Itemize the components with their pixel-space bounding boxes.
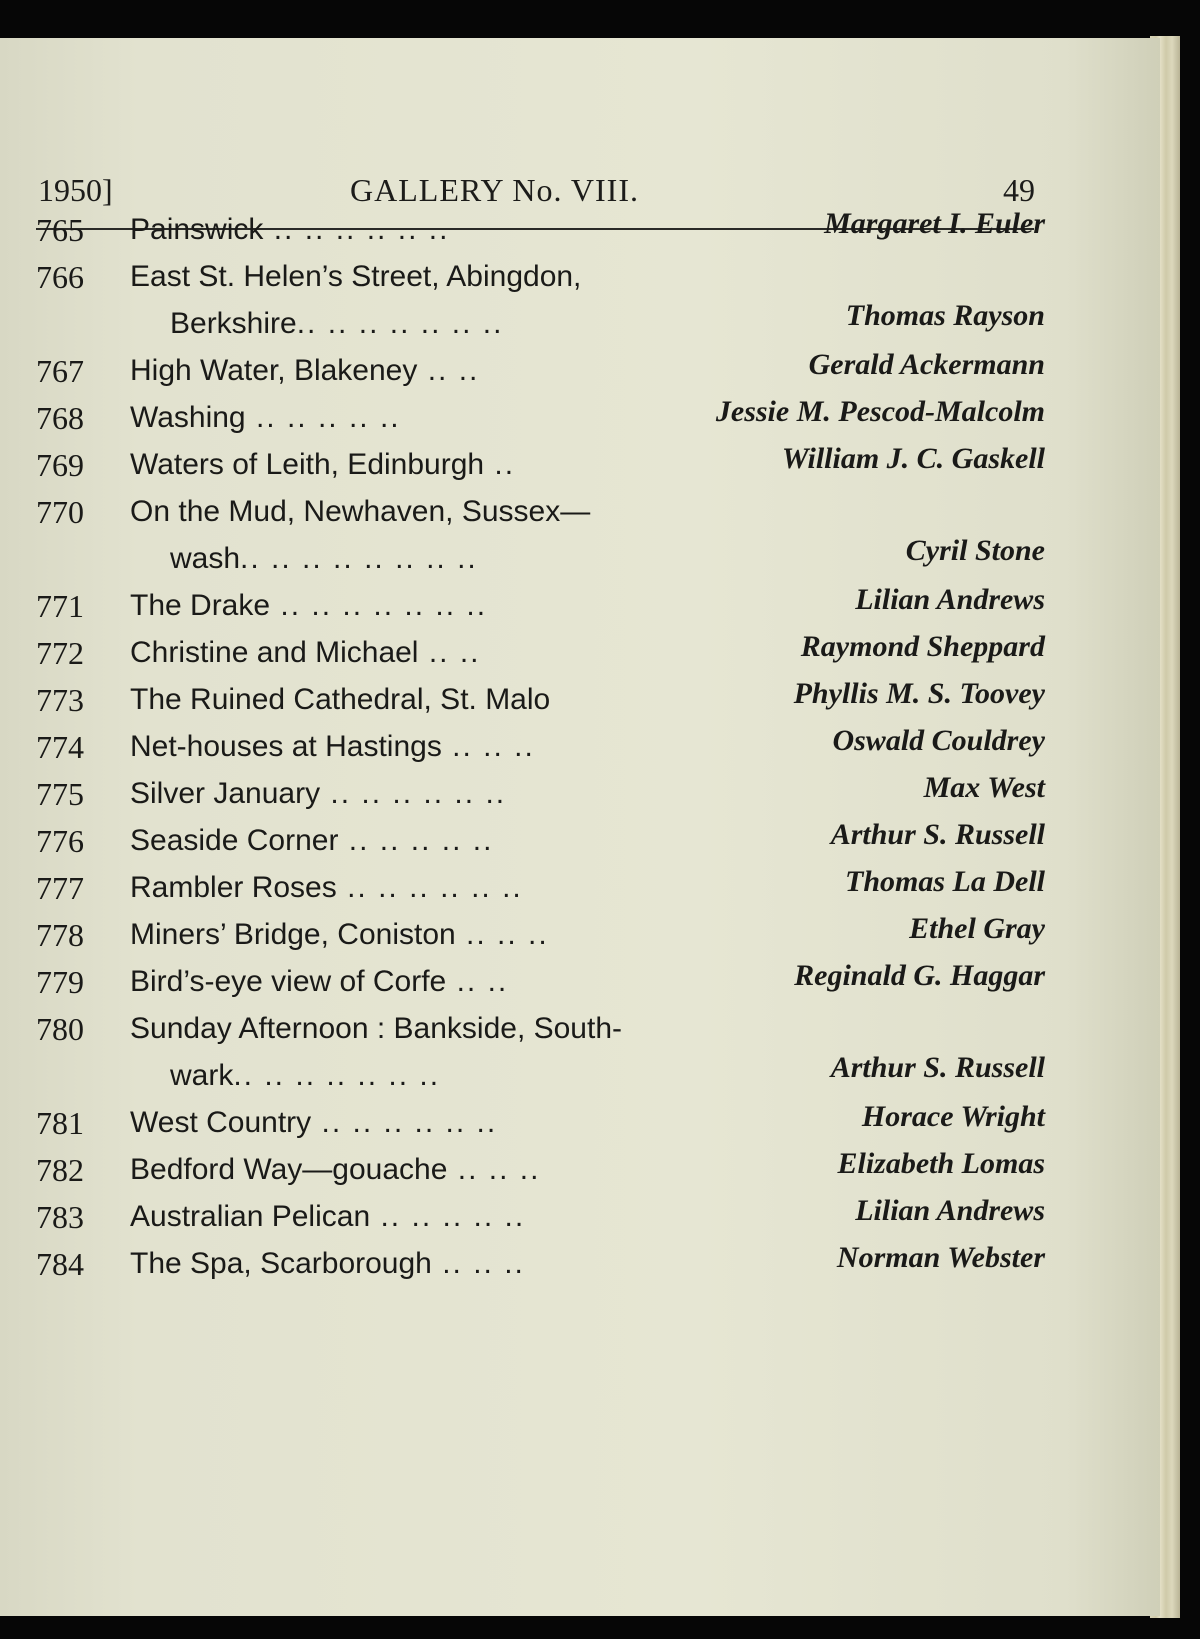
entry-number: 770 bbox=[36, 494, 84, 530]
catalogue-entry bbox=[0, 1194, 1160, 1244]
catalogue-entry bbox=[0, 959, 1160, 1009]
dot-leader: .. .. .. .. .. .. .. bbox=[270, 589, 488, 622]
entry-title bbox=[130, 1103, 497, 1143]
entry-title bbox=[130, 915, 549, 955]
entry-artist: Arthur S. Russell bbox=[830, 818, 1045, 851]
entry-title bbox=[130, 821, 493, 861]
entry-artist: Lilian Andrews bbox=[855, 583, 1045, 616]
catalogue-entry bbox=[0, 1009, 1160, 1103]
entry-title-text: Net-houses at Hastings bbox=[130, 730, 442, 763]
entry-number: 781 bbox=[36, 1105, 84, 1141]
entry-number: 774 bbox=[36, 729, 84, 765]
dot-leader: .. .. .. bbox=[455, 918, 549, 951]
entry-title bbox=[130, 633, 481, 673]
entry-title-text: Sunday Afternoon : Bankside, South- bbox=[130, 1012, 622, 1045]
entry-title bbox=[130, 1244, 525, 1284]
entry-number: 783 bbox=[36, 1199, 84, 1235]
entry-title-text: The Ruined Cathedral, St. Malo bbox=[130, 683, 551, 716]
entry-artist: Raymond Sheppard bbox=[800, 630, 1045, 663]
entry-title bbox=[130, 727, 535, 767]
catalogue-entry bbox=[0, 912, 1160, 962]
entry-title bbox=[130, 868, 523, 908]
dot-leader: .. .. .. .. .. bbox=[370, 1200, 526, 1233]
entry-number: 767 bbox=[36, 353, 84, 389]
entry-number: 771 bbox=[36, 588, 84, 624]
book-page bbox=[0, 38, 1160, 1616]
entry-number: 768 bbox=[36, 400, 84, 436]
dot-leader: .. .. .. .. .. bbox=[245, 401, 401, 434]
dot-leader: .. .. .. .. .. .. bbox=[263, 213, 450, 246]
dot-leader: .. .. bbox=[446, 965, 509, 998]
catalogue-entry bbox=[0, 492, 1160, 586]
entry-title bbox=[130, 398, 401, 438]
entry-title-continuation bbox=[170, 304, 503, 344]
entry-title-text: Australian Pelican bbox=[130, 1200, 371, 1233]
entry-artist: Margaret I. Euler bbox=[824, 207, 1045, 240]
entry-artist: Lilian Andrews bbox=[855, 1194, 1045, 1227]
entry-title-continuation bbox=[170, 1056, 440, 1096]
entry-number: 778 bbox=[36, 917, 84, 953]
catalogue-entry bbox=[0, 630, 1160, 680]
entry-title-text: Bedford Way—gouache bbox=[130, 1153, 448, 1186]
entry-number: 773 bbox=[36, 682, 84, 718]
entry-artist: William J. C. Gaskell bbox=[781, 442, 1045, 475]
entry-artist: Gerald Ackermann bbox=[808, 348, 1045, 381]
entry-number: 772 bbox=[36, 635, 84, 671]
dot-leader: .. .. .. .. .. .. bbox=[311, 1106, 498, 1139]
header-year: 1950] bbox=[38, 172, 113, 208]
entry-number: 777 bbox=[36, 870, 84, 906]
entry-number: 782 bbox=[36, 1152, 84, 1188]
entry-title bbox=[130, 492, 590, 532]
catalogue-entry bbox=[0, 677, 1160, 727]
entry-artist: Norman Webster bbox=[836, 1241, 1045, 1274]
entry-artist: Max West bbox=[923, 771, 1045, 804]
entry-title-continuation-text: wash bbox=[170, 542, 241, 575]
catalogue-entry bbox=[0, 724, 1160, 774]
catalogue-entry bbox=[0, 207, 1160, 257]
catalogue-entry bbox=[0, 395, 1160, 445]
entry-title bbox=[130, 351, 479, 391]
header-title: GALLERY No. VIII. bbox=[350, 172, 639, 208]
entry-number: 776 bbox=[36, 823, 84, 859]
entry-title-text: Waters of Leith, Edinburgh bbox=[130, 448, 485, 481]
entry-title-text: Painswick bbox=[130, 213, 264, 246]
entry-title-text: On the Mud, Newhaven, Sussex— bbox=[130, 495, 591, 528]
entry-title-text: High Water, Blakeney bbox=[130, 354, 418, 387]
dot-leader: .. .. .. .. .. .. .. bbox=[233, 1059, 441, 1092]
dot-leader: .. .. .. .. .. .. bbox=[320, 777, 507, 810]
dot-leader: .. .. .. .. .. bbox=[338, 824, 494, 857]
dot-leader: .. .. .. bbox=[447, 1153, 541, 1186]
entry-artist: Phyllis M. S. Toovey bbox=[793, 677, 1045, 710]
entry-title-text: Rambler Roses bbox=[130, 871, 337, 904]
entry-artist: Horace Wright bbox=[861, 1100, 1045, 1133]
entry-title bbox=[130, 1009, 622, 1049]
entry-title-text: Seaside Corner bbox=[130, 824, 339, 857]
page-number: 49 bbox=[1003, 172, 1035, 208]
entry-artist: Arthur S. Russell bbox=[830, 1051, 1045, 1084]
entry-title bbox=[130, 257, 581, 297]
entry-title bbox=[130, 962, 508, 1002]
entry-title bbox=[130, 1197, 525, 1237]
entry-title bbox=[130, 680, 550, 720]
entry-title-text: Miners’ Bridge, Coniston bbox=[130, 918, 456, 951]
entry-title-continuation bbox=[170, 539, 478, 579]
catalogue-entry bbox=[0, 818, 1160, 868]
entry-number: 765 bbox=[36, 212, 84, 248]
entry-title-continuation-text: wark bbox=[170, 1059, 234, 1092]
entry-artist: Thomas La Dell bbox=[845, 865, 1045, 898]
dot-leader: .. .. .. .. .. .. bbox=[336, 871, 523, 904]
catalogue-entry bbox=[0, 1147, 1160, 1197]
entry-artist: Oswald Couldrey bbox=[832, 724, 1045, 757]
catalogue-entry bbox=[0, 1241, 1160, 1291]
entry-title-text: West Country bbox=[130, 1106, 312, 1139]
dot-leader: .. .. .. .. .. .. .. bbox=[296, 307, 504, 340]
entry-title bbox=[130, 210, 449, 250]
entry-title bbox=[130, 774, 506, 814]
entry-artist: Ethel Gray bbox=[909, 912, 1045, 945]
entry-title bbox=[130, 445, 515, 485]
entry-title-text: The Drake bbox=[130, 589, 271, 622]
entry-artist: Elizabeth Lomas bbox=[837, 1147, 1045, 1180]
catalogue-entry bbox=[0, 442, 1160, 492]
entry-number: 780 bbox=[36, 1011, 84, 1047]
entry-number: 769 bbox=[36, 447, 84, 483]
entry-title-continuation-text: Berkshire bbox=[170, 307, 297, 340]
catalogue-entry bbox=[0, 865, 1160, 915]
dot-leader: .. bbox=[484, 448, 516, 481]
dot-leader: .. .. .. .. .. .. .. .. bbox=[240, 542, 478, 575]
entry-artist: Jessie M. Pescod-Malcolm bbox=[715, 395, 1045, 428]
entry-title-text: Bird’s-eye view of Corfe bbox=[130, 965, 447, 998]
dot-leader: .. .. bbox=[418, 636, 481, 669]
entry-title-text: Washing bbox=[130, 401, 246, 434]
entry-artist: Reginald G. Haggar bbox=[794, 959, 1045, 992]
dot-leader: .. .. .. bbox=[441, 730, 535, 763]
catalogue-entry bbox=[0, 583, 1160, 633]
entry-title-text: Silver January bbox=[130, 777, 321, 810]
entry-number: 766 bbox=[36, 259, 84, 295]
entry-title bbox=[130, 1150, 540, 1190]
catalogue-entry bbox=[0, 348, 1160, 398]
dot-leader: .. .. bbox=[417, 354, 480, 387]
entry-title-text: Christine and Michael bbox=[130, 636, 419, 669]
entry-number: 784 bbox=[36, 1246, 84, 1282]
catalogue-entry bbox=[0, 771, 1160, 821]
entry-title bbox=[130, 586, 487, 626]
entry-title-text: East St. Helen’s Street, Abingdon, bbox=[130, 260, 582, 293]
entry-number: 779 bbox=[36, 964, 84, 1000]
entry-number: 775 bbox=[36, 776, 84, 812]
catalogue-entry bbox=[0, 257, 1160, 351]
entry-artist: Thomas Rayson bbox=[845, 299, 1045, 332]
dot-leader: .. .. .. bbox=[431, 1247, 525, 1280]
catalogue-entry bbox=[0, 1100, 1160, 1150]
entry-artist: Cyril Stone bbox=[905, 534, 1045, 567]
entry-title-text: The Spa, Scarborough bbox=[130, 1247, 432, 1280]
